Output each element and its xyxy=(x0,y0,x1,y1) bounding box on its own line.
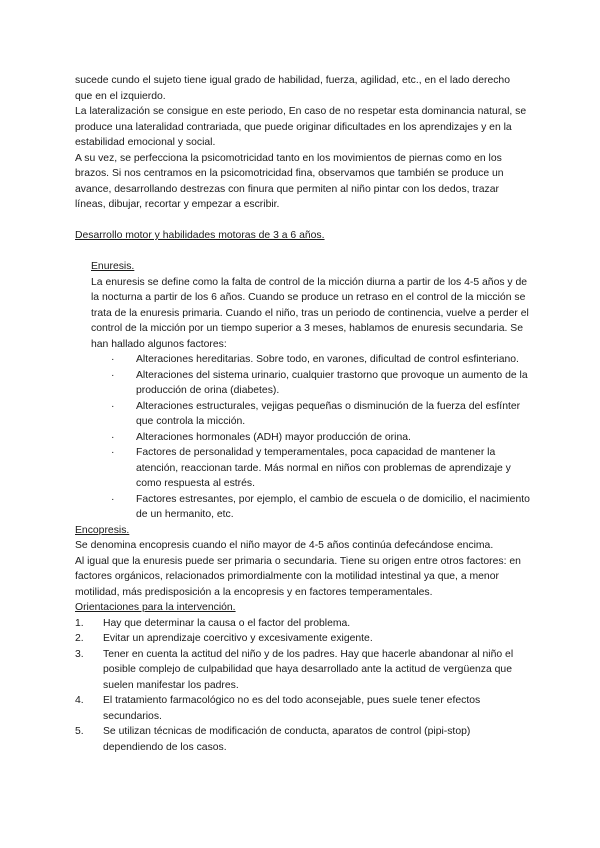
list-item xyxy=(75,647,530,694)
bullet-icon: · xyxy=(111,400,115,412)
list-item xyxy=(75,724,530,755)
enuresis-paragraph: La enuresis se define como la falta de control de la micción diurna a partir de los 4-5 años y de la nocturna a partir de los 6 años. Cuando se produce un retraso en el control de la micción se trata de la enuresis primaria. Cuando el niño, tras un periodo de continencia, vuelve a perder el control de la micción por un tiempo superior a 3 meses, hablamos de enuresis secundaria. Se han hallado algunos factores: xyxy=(91,276,529,350)
bullet-icon: · xyxy=(111,354,115,365)
enuresis-factors-list xyxy=(75,352,530,523)
list-item-text: Alteraciones del sistema urinario, cualquier trastorno que provoque un aumento de la producción de orina (diabetes). xyxy=(136,369,528,396)
list-item xyxy=(111,430,530,446)
list-item-text: Factores estresantes, por ejemplo, el cambio de escuela o de domicilio, el nacimiento de un hermanito, etc. xyxy=(136,493,530,520)
bullet-icon: · xyxy=(111,447,115,458)
list-item xyxy=(75,693,530,724)
intro-paragraph: A su vez, se perfecciona la psicomotricidad tanto en los movimientos de piernas como en los brazos. Si nos centramos en la psicomotricidad fina, observamos que también se produce un avance, desarrollando destrezas con finura que permiten al niño pintar con los dedos, trazar líneas, dibujar, recortar y empezar a escribir. xyxy=(75,152,504,210)
encopresis-paragraph: Se denomina encopresis cuando el niño mayor de 4-5 años continúa defecándose encima. xyxy=(75,540,494,551)
list-item-text: Tener en cuenta la actitud del niño y de los padres. Hay que hacerle abandonar al niño el posible complejo de culpabilidad que haya desarrollado ante la actitud de vergüenza que suelen manifestar los padres. xyxy=(103,648,514,691)
list-item-text: Alteraciones hormonales (ADH) mayor producción de orina. xyxy=(136,431,411,443)
enuresis-section xyxy=(75,259,530,352)
encopresis-heading: Encopresis. xyxy=(75,524,130,536)
list-item-text: Hay que determinar la causa o el factor del problema. xyxy=(103,617,351,629)
item-number: 5. xyxy=(75,726,84,737)
list-item-text: Factores de personalidad y temperamentales, poca capacidad de mantener la atención, reaccionan tarde. Más normal en niños con problemas de aprendizaje y como respuesta al estrés. xyxy=(136,447,511,489)
list-item-text: Evitar un aprendizaje coercitivo y excesivamente exigente. xyxy=(103,633,373,644)
intro-paragraph: La lateralización se consigue en este periodo, En caso de no respetar esta dominancia natural, se produce una lateralidad contrariada, que puede originar dificultades en los aprendizajes y en la estabilidad emocional y social. xyxy=(75,106,527,148)
orientaciones-list xyxy=(75,616,530,756)
list-item-text: El tratamiento farmacológico no es del todo aconsejable, pues suele tener efectos secundarios. xyxy=(103,695,481,722)
spacer xyxy=(75,213,530,229)
list-item xyxy=(75,616,530,632)
item-number: 4. xyxy=(75,695,84,706)
intro-paragraph: sucede cundo el sujeto tiene igual grado de habilidad, fuerza, agilidad, etc., en el lado derecho que en el izquierdo. xyxy=(75,75,510,102)
spacer xyxy=(75,244,530,260)
bullet-icon: · xyxy=(111,369,115,381)
list-item xyxy=(111,352,530,368)
section-heading: Desarrollo motor y habilidades motoras de 3 a 6 años. xyxy=(75,230,325,241)
list-item-text: Alteraciones estructurales, vejigas pequeñas o disminución de la fuerza del esfínter que controla la micción. xyxy=(136,400,521,427)
list-item-text: Se utilizan técnicas de modificación de conducta, aparatos de control (pipi-stop) dependiendo de los casos. xyxy=(103,726,471,753)
item-number: 3. xyxy=(75,648,84,660)
list-item xyxy=(111,492,530,523)
bullet-icon: · xyxy=(111,431,115,443)
document-body xyxy=(75,73,530,755)
bullet-icon: · xyxy=(111,493,115,505)
item-number: 1. xyxy=(75,617,84,629)
list-item xyxy=(111,445,530,492)
list-item xyxy=(111,368,530,399)
item-number: 2. xyxy=(75,633,84,644)
encopresis-paragraph: Al igual que la enuresis puede ser primaria o secundaria. Tiene su origen entre otros factores: en factores orgánicos, relacionados primordialmente con la motilidad intestinal ya que, a menor motilidad, más predisposición a la encopresis y en factores temperamentales. xyxy=(75,555,521,598)
orientaciones-heading: Orientaciones para la intervención. xyxy=(75,602,236,613)
list-item xyxy=(75,631,530,647)
list-item-text: Alteraciones hereditarias. Sobre todo, en varones, dificultad de control esfinteriano. xyxy=(136,354,519,365)
list-item xyxy=(111,399,530,430)
enuresis-heading: Enuresis. xyxy=(91,261,135,272)
